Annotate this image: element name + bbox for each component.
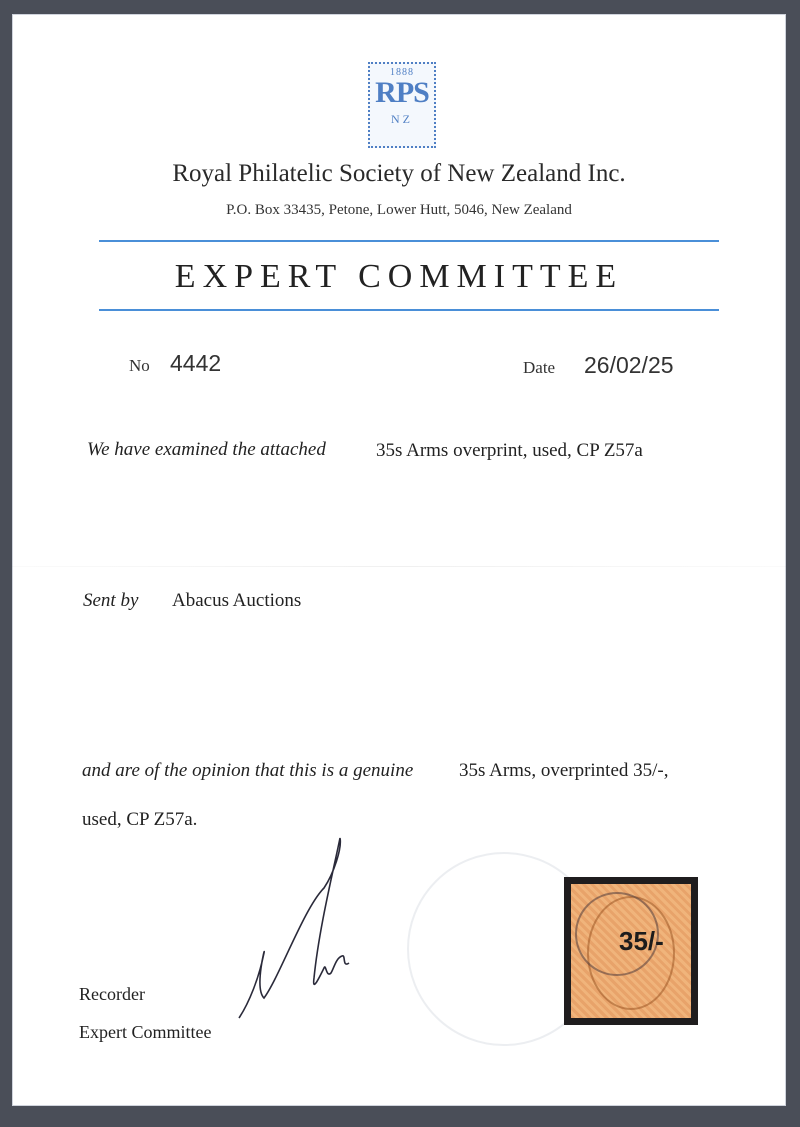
stamp-overprint: 35/- bbox=[619, 926, 664, 956]
certificate-sheet bbox=[12, 14, 786, 1106]
opinion-lead: and are of the opinion that this is a genuine bbox=[82, 760, 414, 781]
bottom-divider bbox=[99, 309, 719, 311]
sent-by-value: Abacus Auctions bbox=[172, 590, 302, 611]
stamp-design bbox=[571, 884, 691, 1018]
certificate-no-value: 4442 bbox=[170, 350, 222, 376]
examined-lead: We have examined the attached bbox=[87, 439, 326, 460]
logo-country: NZ bbox=[391, 112, 413, 126]
top-divider bbox=[99, 240, 719, 242]
opinion-line1: 35s Arms, overprinted 35/-, bbox=[459, 760, 669, 781]
postage-stamp bbox=[564, 877, 698, 1025]
opinion-line2: used, CP Z57a. bbox=[82, 809, 198, 830]
date-label: Date bbox=[523, 358, 556, 377]
society-address: P.O. Box 33435, Petone, Lower Hutt, 5046, New Zealand bbox=[226, 202, 572, 218]
signature bbox=[234, 828, 354, 1028]
recorder-label: Recorder bbox=[79, 984, 145, 1004]
examined-item: 35s Arms overprint, used, CP Z57a bbox=[376, 440, 643, 461]
fold-line bbox=[12, 566, 786, 567]
certificate-no-label: No bbox=[129, 356, 150, 375]
page-title: EXPERT COMMITTEE bbox=[174, 258, 624, 295]
logo-mark: RPS bbox=[375, 76, 429, 109]
sent-by-label: Sent by bbox=[83, 590, 139, 611]
date-value: 26/02/25 bbox=[584, 352, 674, 378]
society-name: Royal Philatelic Society of New Zealand Inc. bbox=[172, 160, 626, 187]
expert-committee-label: Expert Committee bbox=[79, 1022, 212, 1042]
logo-year: 1888 bbox=[390, 67, 414, 78]
rps-logo bbox=[368, 62, 436, 148]
